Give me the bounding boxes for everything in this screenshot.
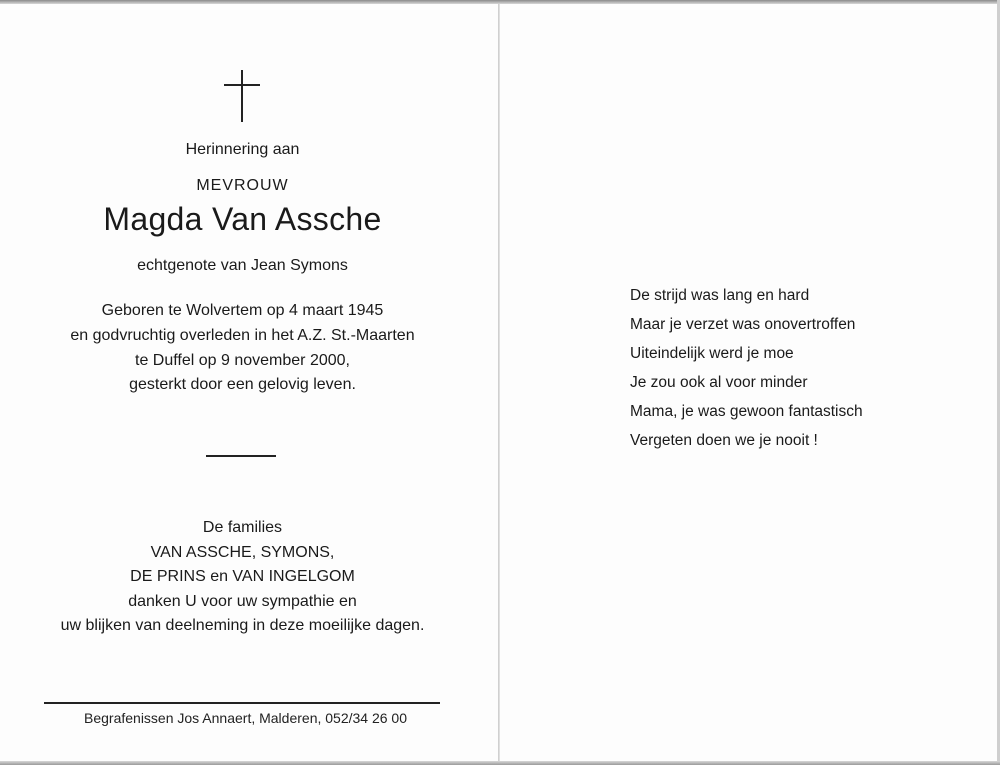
family-names-1: VAN ASSCHE, SYMONS, — [150, 544, 335, 561]
funeral-home-footer: Begrafenissen Jos Annaert, Malderen, 052/34 26 00 — [84, 710, 407, 726]
poem-line: De strijd was lang en hard — [630, 287, 810, 304]
poem-line: Vergeten doen we je nooit ! — [630, 432, 818, 449]
section-divider — [206, 455, 276, 457]
birth-line: Geboren te Wolvertem op 4 maart 1945 — [101, 302, 384, 319]
poem — [630, 281, 863, 455]
left-panel — [0, 0, 498, 765]
scan-bottom-edge — [0, 761, 1000, 765]
faith-line: gesterkt door een gelovig leven. — [129, 376, 356, 393]
thanks-line-1: danken U voor uw sympathie en — [128, 593, 357, 610]
poem-line: Uiteindelijk werd je moe — [630, 345, 794, 362]
deceased-name: Magda Van Assche — [103, 201, 382, 237]
thanks-line-2: uw blijken van deelneming in deze moeilijke dagen. — [60, 617, 425, 634]
intro-text: Herinnering aan — [185, 141, 300, 158]
families-intro: De families — [202, 519, 283, 536]
poem-line: Mama, je was gewoon fantastisch — [630, 403, 863, 420]
poem-line: Je zou ook al voor minder — [630, 374, 808, 391]
death-line-2: te Duffel op 9 november 2000, — [135, 352, 350, 369]
spouse-line: echtgenote van Jean Symons — [137, 257, 348, 274]
death-line-1: en godvruchtig overleden in het A.Z. St.-Maarten — [70, 327, 415, 344]
poem-line: Maar je verzet was onovertroffen — [630, 316, 856, 333]
latin-cross-icon — [222, 70, 262, 122]
footer-rule — [44, 702, 440, 704]
honorific: MEVROUW — [196, 177, 289, 194]
right-panel — [500, 0, 997, 765]
family-names-2: DE PRINS en VAN INGELGOM — [130, 568, 355, 585]
